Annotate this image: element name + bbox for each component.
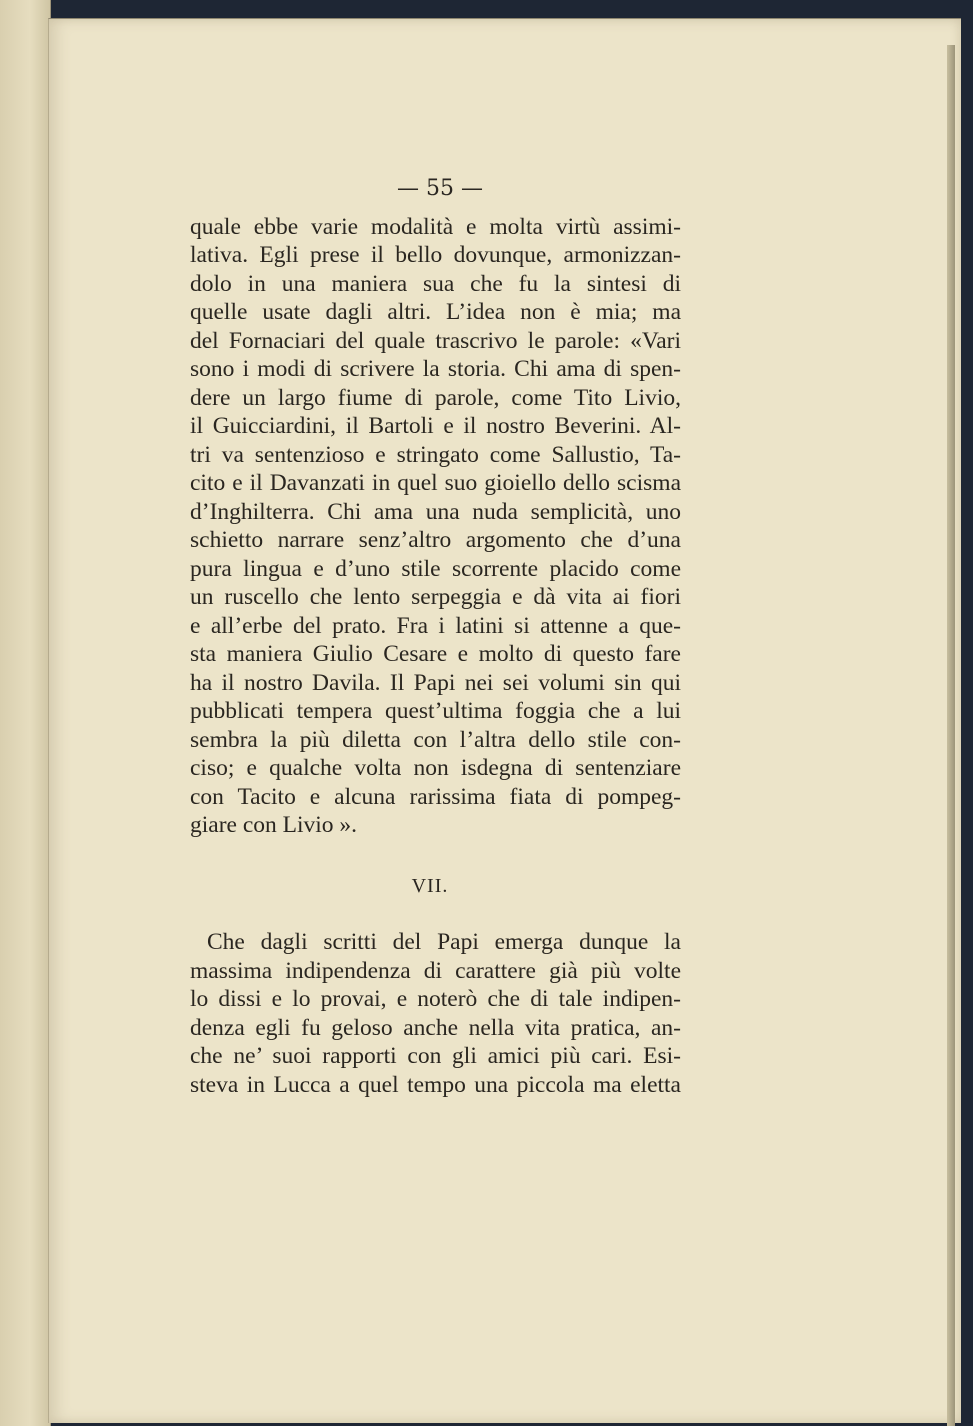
text-line: e all’erbe del prato. Fra i latini si attenne a que- [190, 613, 681, 639]
page-edge-shadow [947, 45, 955, 1426]
text-line: giare con Livio ». [190, 812, 358, 838]
page-number: — 55 — [397, 176, 483, 201]
section-heading: VII. [411, 875, 449, 897]
text-line: il Guicciardini, il Bartoli e il nostro Beverini. Al- [190, 413, 681, 439]
text-line: pubblicati tempera quest’ultima foggia che a lui [190, 698, 681, 724]
text-line: ha il nostro Davila. Il Papi nei sei volumi sin qui [190, 670, 681, 696]
text-line: dere un largo fiume di parole, come Tito Livio, [190, 385, 681, 411]
text-line: pura lingua e d’uno stile scorrente placido come [190, 556, 681, 582]
text-line: quelle usate dagli altri. L’idea non è mia; ma [190, 299, 681, 325]
previous-page-edge [0, 0, 51, 1426]
text-line: un ruscello che lento serpeggia e dà vita ai fiori [190, 584, 681, 610]
text-line: del Fornaciari del quale trascrivo le parole: «Vari [190, 328, 681, 354]
text-line: che ne’ suoi rapporti con gli amici più cari. Esi- [190, 1043, 681, 1069]
text-line: massima indipendenza di carattere già più volte [190, 958, 681, 984]
text-line: steva in Lucca a quel tempo una piccola ma eletta [190, 1072, 681, 1098]
text-line: cito e il Davanzati in quel suo gioiello dello scisma [190, 470, 681, 496]
text-line: dolo in una maniera sua che fu la sintesi di [190, 271, 681, 297]
text-line: d’Inghilterra. Chi ama una nuda semplicità, uno [190, 499, 681, 525]
text-line: Che dagli scritti del Papi emerga dunque la [207, 929, 681, 955]
text-line: sta maniera Giulio Cesare e molto di questo fare [190, 641, 681, 667]
text-line: schietto narrare senz’altro argomento che d’una [190, 527, 681, 553]
text-line: lo dissi e lo provai, e noterò che di tale indipen- [190, 986, 681, 1012]
text-line: quale ebbe varie modalità e molta virtù assimi- [190, 214, 681, 240]
text-line: ciso; e qualche volta non isdegna di sentenziare [190, 755, 681, 781]
text-line: sono i modi di scrivere la storia. Chi ama di spen- [190, 356, 681, 382]
text-line: tri va sentenzioso e stringato come Sallustio, Ta- [190, 442, 681, 468]
text-line: sembra la più diletta con l’altra dello stile con- [190, 727, 681, 753]
text-line: con Tacito e alcuna rarissima fiata di pompeg- [190, 784, 681, 810]
text-line: denza egli fu geloso anche nella vita pratica, an- [190, 1015, 681, 1041]
text-line: lativa. Egli prese il bello dovunque, armonizzan- [190, 242, 681, 268]
